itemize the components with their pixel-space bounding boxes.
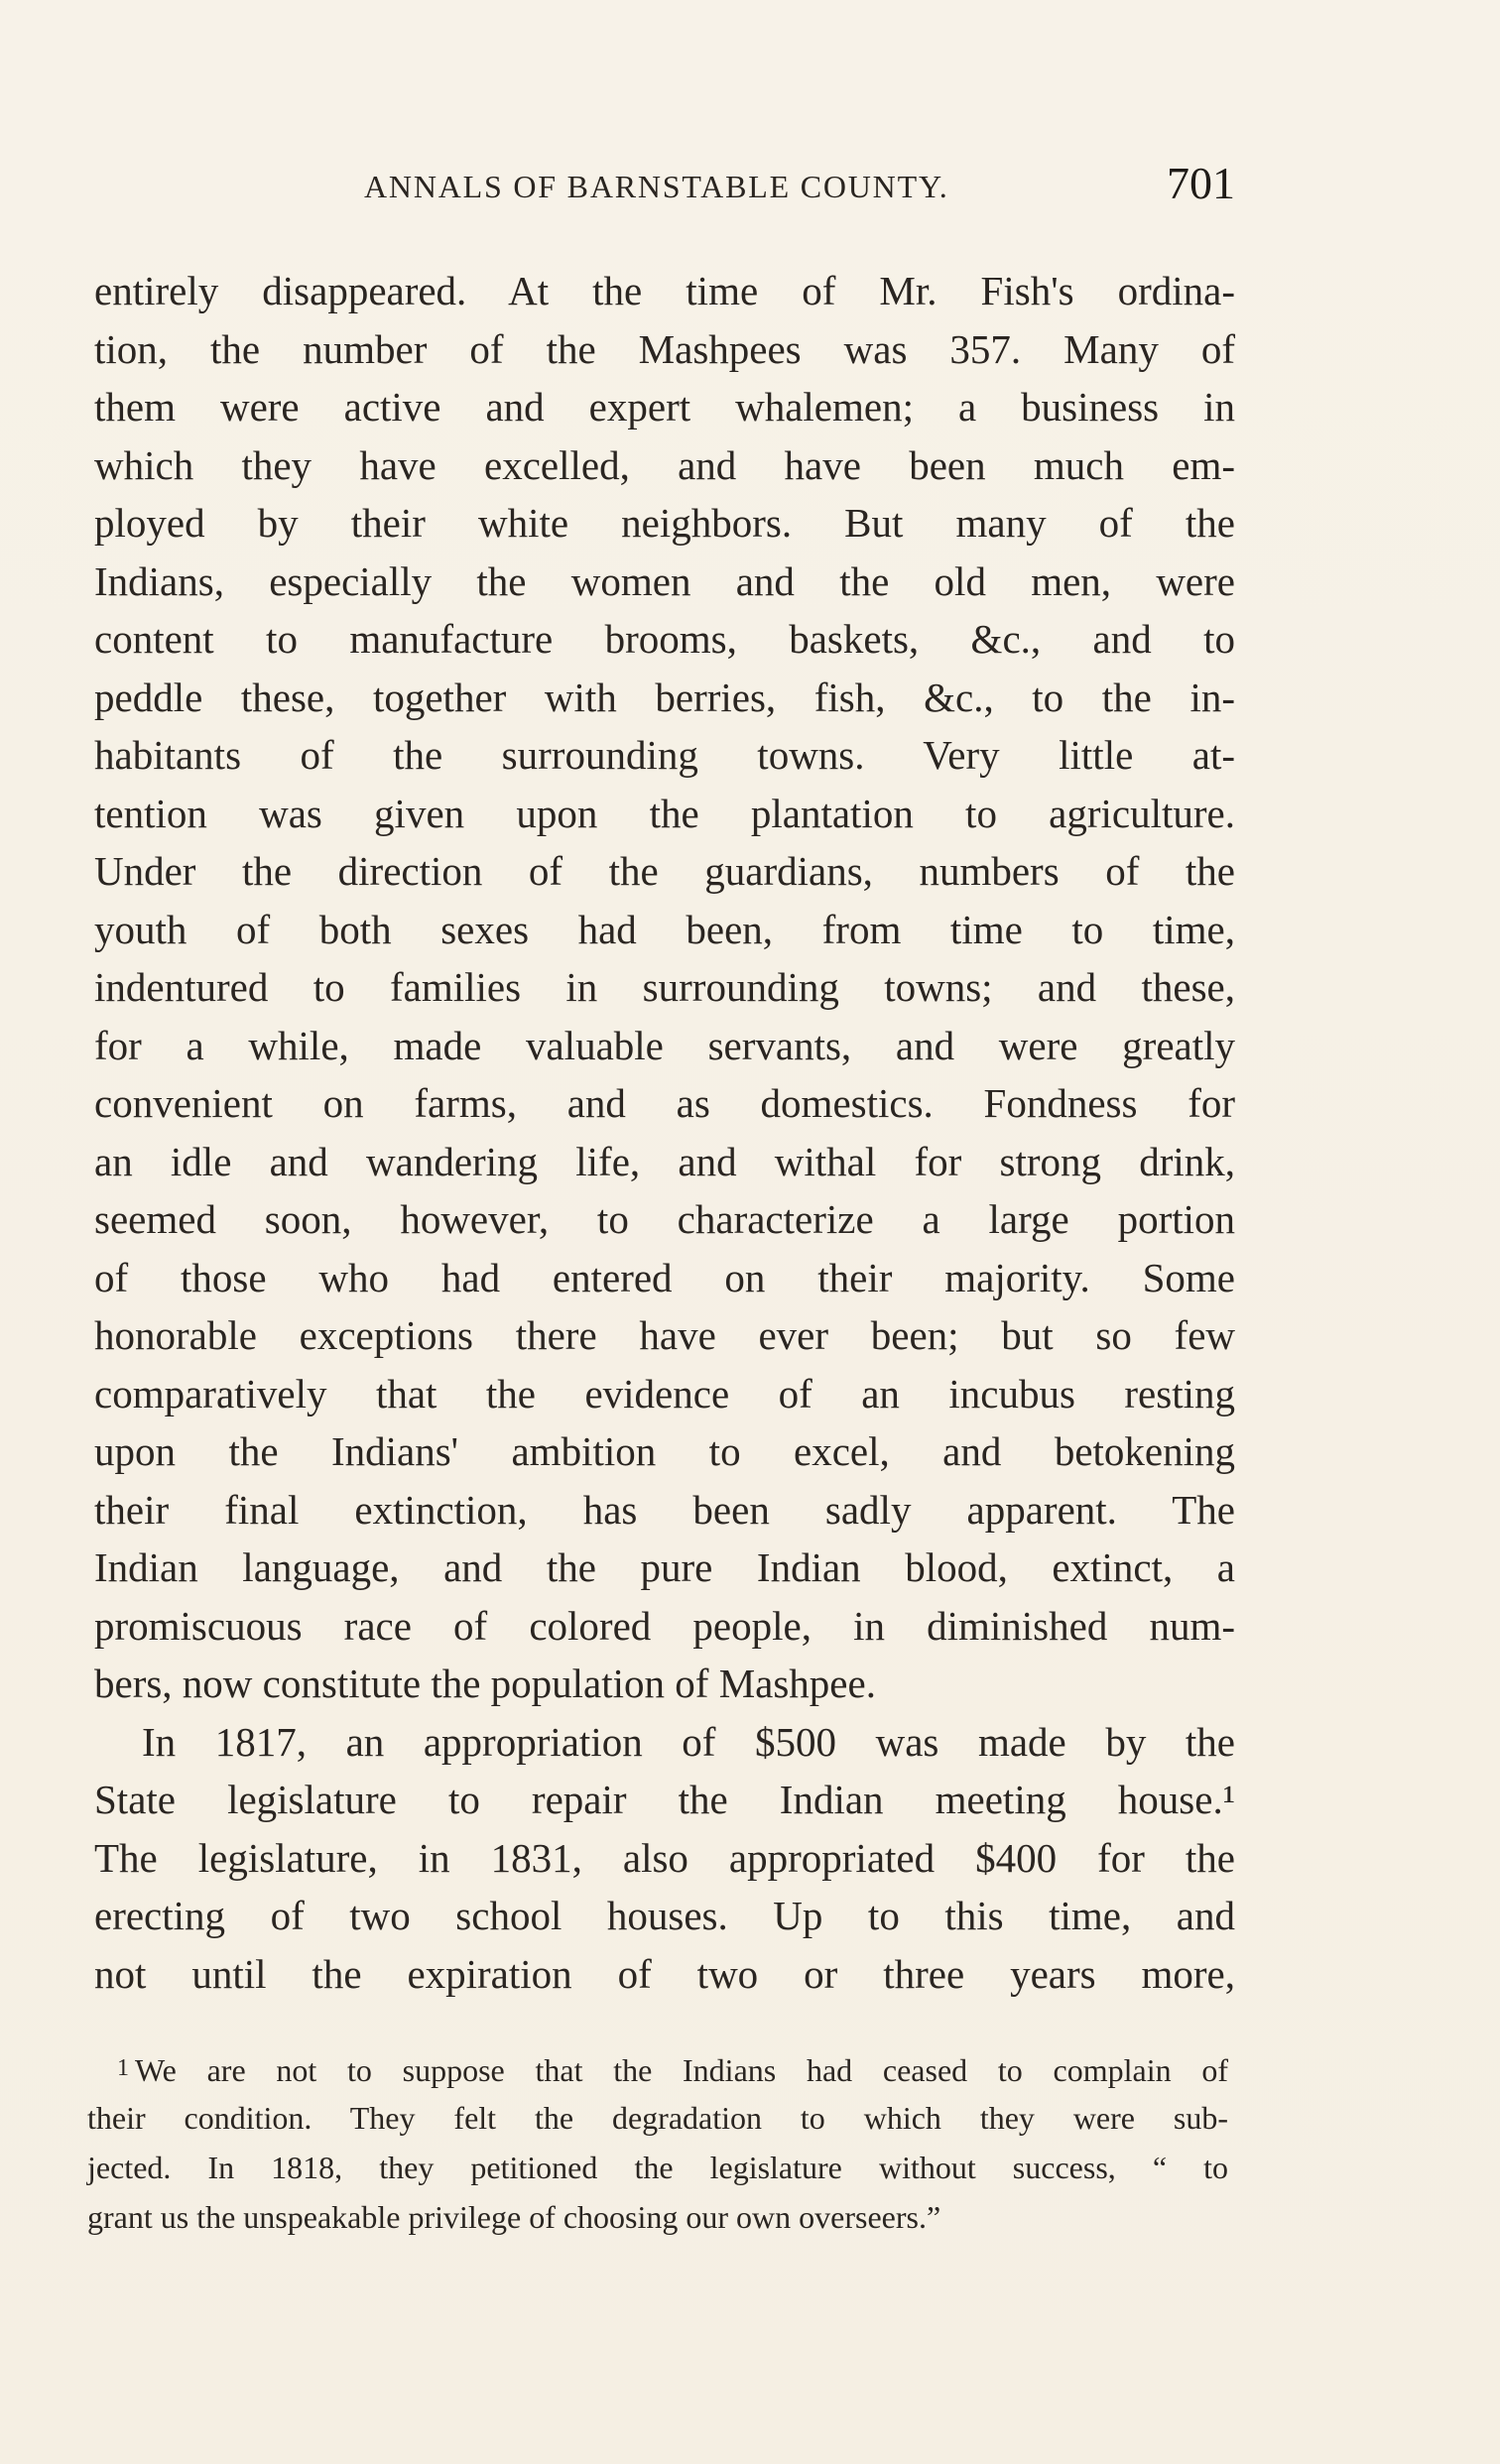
footnote-text: We are not to suppose that the Indians had ceased to complain of xyxy=(135,2052,1228,2088)
text-line: not until the expiration of two or three years more, xyxy=(94,1950,1235,1997)
text-line: their final extinction, has been sadly apparent. The xyxy=(94,1486,1235,1533)
text-line: seemed soon, however, to characterize a large portion xyxy=(94,1196,1235,1242)
text-line: indentured to families in surrounding towns; and these, xyxy=(94,964,1235,1010)
body-text xyxy=(94,262,1235,2003)
text-line: bers, now constitute the population of Mashpee. xyxy=(94,1661,876,1706)
footnote-line: grant us the unspeakable privilege of choosing our own overseers.” xyxy=(87,2199,941,2235)
footnote-line: jected. In 1818, they petitioned the legislature without success, “ to xyxy=(87,2150,1228,2185)
text-line: Under the direction of the guardians, numbers of the xyxy=(94,848,1235,894)
text-line: them were active and expert whalemen; a business in xyxy=(94,384,1235,430)
text-line: promiscuous race of colored people, in diminished num- xyxy=(94,1602,1235,1649)
text-line: honorable exceptions there have ever been; but so few xyxy=(94,1312,1235,1358)
text-line: habitants of the surrounding towns. Very little at- xyxy=(94,732,1235,778)
footnote-line xyxy=(87,2043,1228,2093)
text-line: comparatively that the evidence of an incubus resting xyxy=(94,1370,1235,1417)
page-header xyxy=(94,159,1235,228)
page-number: 701 xyxy=(1167,158,1235,208)
text-line: entirely disappeared. At the time of Mr. Fish's ordina- xyxy=(94,268,1235,313)
text-line: Indians, especially the women and the old men, were xyxy=(94,557,1235,604)
text-line: tention was given upon the plantation to agriculture. xyxy=(94,790,1235,836)
text-line: for a while, made valuable servants, and were greatly xyxy=(94,1022,1235,1068)
text-line: which they have excelled, and have been much em- xyxy=(94,441,1235,488)
text-line: of those who had entered on their majority. Some xyxy=(94,1254,1235,1300)
text-line: ployed by their white neighbors. But many of the xyxy=(94,500,1235,546)
text-line: an idle and wandering life, and withal for strong drink, xyxy=(94,1138,1235,1184)
footnote-mark: 1 xyxy=(117,2055,129,2081)
footnote-line: their condition. They felt the degradation to which they were sub- xyxy=(87,2100,1228,2136)
text-line: Indian language, and the pure Indian blood, extinct, a xyxy=(94,1544,1235,1590)
footnotes xyxy=(87,2043,1228,2242)
text-line: upon the Indians' ambition to excel, and betokening xyxy=(94,1428,1235,1474)
running-head: ANNALS OF BARNSTABLE COUNTY. xyxy=(364,169,949,204)
text-line: The legislature, in 1831, also appropriated $400 for the xyxy=(94,1834,1235,1881)
text-line: In 1817, an appropriation of $500 was made by the xyxy=(142,1718,1235,1765)
text-line: peddle these, together with berries, fish, &c., to the in- xyxy=(94,674,1235,720)
text-line: youth of both sexes had been, from time to time, xyxy=(94,906,1235,952)
text-line: erecting of two school houses. Up to this time, and xyxy=(94,1893,1235,1938)
text-line: content to manufacture brooms, baskets, &c., and to xyxy=(94,616,1235,662)
text-line: State legislature to repair the Indian meeting house.¹ xyxy=(94,1777,1235,1822)
text-line: tion, the number of the Mashpees was 357. Many of xyxy=(94,325,1235,372)
text-line: convenient on farms, and as domestics. Fondness for xyxy=(94,1080,1235,1126)
